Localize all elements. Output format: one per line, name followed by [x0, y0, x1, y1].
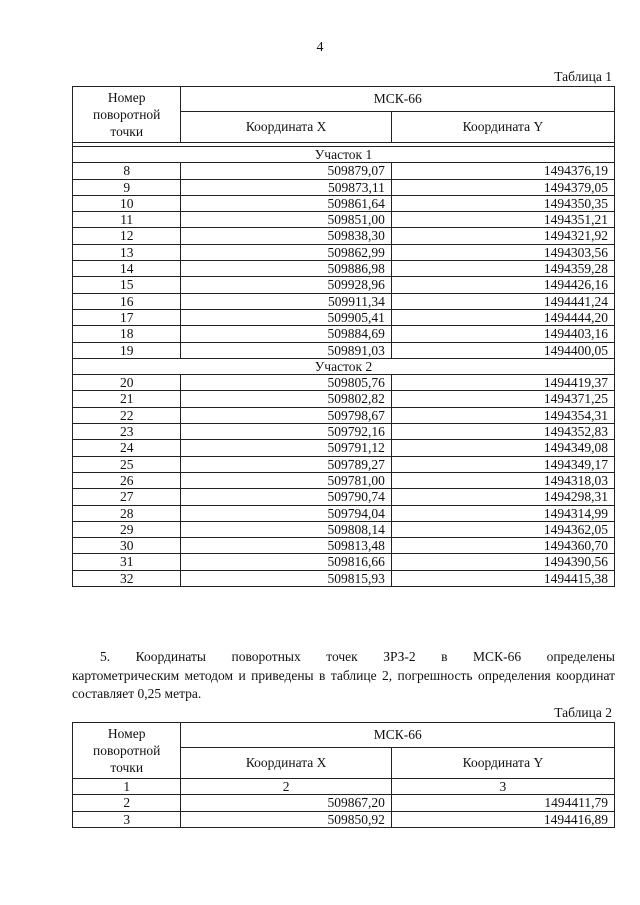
table-row [73, 326, 615, 342]
coord-y: 1494416,89 [391, 811, 614, 827]
table1-header-number: Номер поворотной точки [73, 87, 181, 143]
table-row [73, 456, 615, 472]
point-number: 13 [73, 244, 181, 260]
coord-y: 1494426,16 [391, 277, 614, 293]
coord-y: 1494403,16 [391, 326, 614, 342]
table-row [73, 811, 615, 827]
point-number: 10 [73, 195, 181, 211]
point-number: 26 [73, 472, 181, 488]
table-row [73, 391, 615, 407]
coord-x: 509886,98 [181, 261, 391, 277]
table1-section-row [73, 358, 615, 374]
coord-x: 509790,74 [181, 489, 391, 505]
table1-caption: Таблица 1 [554, 69, 612, 84]
paragraph-5 [72, 648, 615, 704]
coord-y: 1494379,05 [391, 179, 614, 195]
page-number: 4 [316, 40, 324, 55]
coord-x: 509815,93 [181, 570, 391, 586]
table-row [73, 179, 615, 195]
coord-y: 1494411,79 [391, 795, 614, 811]
table-row [73, 277, 615, 293]
coord-y: 1494350,35 [391, 195, 614, 211]
table-row [73, 309, 615, 325]
point-number: 31 [73, 554, 181, 570]
paragraph-line1: 5. Координаты поворотных точек ЗРЗ-2 в МСК-66 определены [100, 649, 615, 664]
point-number: 9 [73, 179, 181, 195]
coord-x: 509928,96 [181, 277, 391, 293]
coord-y: 1494419,37 [391, 375, 614, 391]
table2-header-group: МСК-66 [181, 723, 615, 748]
coord-y: 1494376,19 [391, 163, 614, 179]
coord-y: 1494351,21 [391, 212, 614, 228]
coord-y: 1494352,83 [391, 424, 614, 440]
table-row [73, 440, 615, 456]
table-row [73, 375, 615, 391]
coord-x: 509905,41 [181, 309, 391, 325]
table2-caption: Таблица 2 [554, 705, 612, 720]
table-row [73, 538, 615, 554]
table1-header-y: Координата Y [391, 112, 614, 143]
table2-header-y: Координата Y [391, 748, 614, 779]
table1-coordinates [72, 86, 615, 587]
table-row [73, 228, 615, 244]
table1-body [73, 143, 615, 587]
coord-x: 509879,07 [181, 163, 391, 179]
coord-y: 1494371,25 [391, 391, 614, 407]
coord-x: 509862,99 [181, 244, 391, 260]
table1-header-x: Координата X [181, 112, 391, 143]
point-number: 16 [73, 293, 181, 309]
point-number: 23 [73, 424, 181, 440]
point-number: 3 [73, 811, 181, 827]
point-number: 21 [73, 391, 181, 407]
point-number: 32 [73, 570, 181, 586]
coord-x: 509851,00 [181, 212, 391, 228]
coord-y: 1494349,08 [391, 440, 614, 456]
table-row [73, 261, 615, 277]
table1-header-group: МСК-66 [181, 87, 615, 112]
coord-y: 1494359,28 [391, 261, 614, 277]
coord-x: 509798,67 [181, 407, 391, 423]
table2-header-number: Номер поворотной точки [73, 723, 181, 779]
point-number: 8 [73, 163, 181, 179]
coord-x: 509789,27 [181, 456, 391, 472]
point-number: 19 [73, 342, 181, 358]
paragraph-rest: картометрическим методом и приведены в таблице 2, погрешность определения координат составляет 0,25 метра. [72, 667, 615, 701]
point-number: 20 [73, 375, 181, 391]
coord-x: 509891,03 [181, 342, 391, 358]
table-row [73, 163, 615, 179]
table-row [73, 554, 615, 570]
coord-x: 509867,20 [181, 795, 391, 811]
coord-x: 509873,11 [181, 179, 391, 195]
table-row [73, 489, 615, 505]
coord-x: 509781,00 [181, 472, 391, 488]
point-number: 2 [73, 795, 181, 811]
table1-section-row [73, 147, 615, 163]
coord-x: 509794,04 [181, 505, 391, 521]
point-number: 25 [73, 456, 181, 472]
table-row [73, 521, 615, 537]
table2-header-x: Координата X [181, 748, 391, 779]
table2-colnum-1: 1 [73, 779, 181, 795]
table2-colnum-2: 2 [181, 779, 391, 795]
coord-y: 1494303,56 [391, 244, 614, 260]
table-row [73, 407, 615, 423]
coord-x: 509792,16 [181, 424, 391, 440]
coord-y: 1494354,31 [391, 407, 614, 423]
coord-x: 509884,69 [181, 326, 391, 342]
table2-coordinates [72, 722, 615, 828]
coord-x: 509861,64 [181, 195, 391, 211]
table-row [73, 195, 615, 211]
coord-y: 1494321,92 [391, 228, 614, 244]
coord-y: 1494362,05 [391, 521, 614, 537]
point-number: 30 [73, 538, 181, 554]
point-number: 17 [73, 309, 181, 325]
point-number: 29 [73, 521, 181, 537]
point-number: 11 [73, 212, 181, 228]
coord-y: 1494415,38 [391, 570, 614, 586]
table2-column-numbers-row [73, 779, 615, 795]
coord-y: 1494444,20 [391, 309, 614, 325]
point-number: 22 [73, 407, 181, 423]
table-row [73, 424, 615, 440]
coord-x: 509805,76 [181, 375, 391, 391]
point-number: 12 [73, 228, 181, 244]
coord-y: 1494400,05 [391, 342, 614, 358]
table-row [73, 244, 615, 260]
coord-y: 1494360,70 [391, 538, 614, 554]
coord-x: 509911,34 [181, 293, 391, 309]
coord-x: 509816,66 [181, 554, 391, 570]
point-number: 24 [73, 440, 181, 456]
table-row [73, 342, 615, 358]
table1-section-title: Участок 2 [73, 358, 615, 374]
point-number: 28 [73, 505, 181, 521]
table-row [73, 212, 615, 228]
point-number: 14 [73, 261, 181, 277]
coord-y: 1494441,24 [391, 293, 614, 309]
coord-x: 509838,30 [181, 228, 391, 244]
point-number: 15 [73, 277, 181, 293]
coord-x: 509791,12 [181, 440, 391, 456]
coord-y: 1494318,03 [391, 472, 614, 488]
table-row [73, 795, 615, 811]
coord-y: 1494314,99 [391, 505, 614, 521]
table-row [73, 570, 615, 586]
table2-colnum-3: 3 [391, 779, 614, 795]
table1-section-title: Участок 1 [73, 147, 615, 163]
table-row [73, 472, 615, 488]
coord-x: 509808,14 [181, 521, 391, 537]
point-number: 18 [73, 326, 181, 342]
table2-body [73, 795, 615, 828]
point-number: 27 [73, 489, 181, 505]
coord-x: 509802,82 [181, 391, 391, 407]
coord-y: 1494390,56 [391, 554, 614, 570]
coord-x: 509850,92 [181, 811, 391, 827]
table-row [73, 505, 615, 521]
table-row [73, 293, 615, 309]
coord-x: 509813,48 [181, 538, 391, 554]
coord-y: 1494298,31 [391, 489, 614, 505]
coord-y: 1494349,17 [391, 456, 614, 472]
